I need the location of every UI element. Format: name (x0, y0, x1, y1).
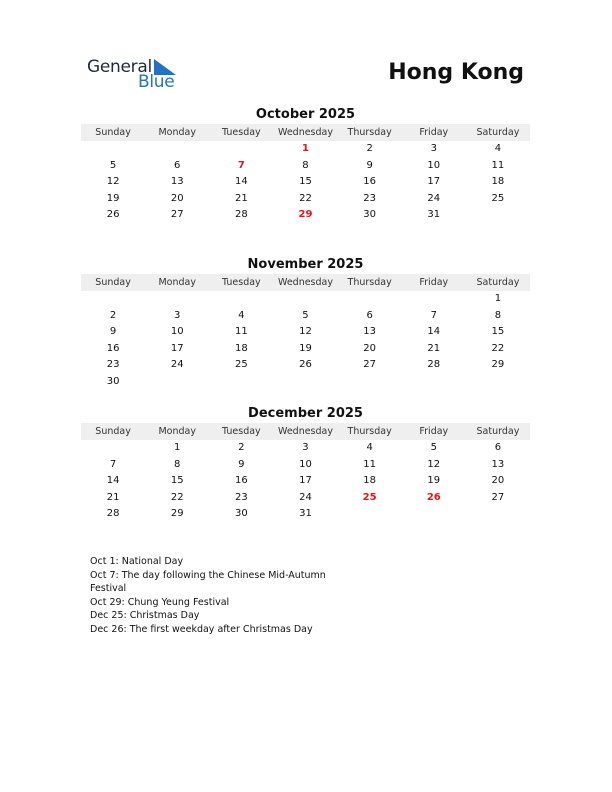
day-cell: 8 (302, 159, 309, 171)
weekday-label: Monday (158, 426, 196, 437)
day-cell: 5 (430, 442, 437, 453)
day-cell: 30 (106, 375, 120, 387)
day-cell: 8 (494, 309, 502, 321)
day-cell: 5 (109, 159, 117, 171)
weekday-label: Sunday (95, 277, 131, 288)
holiday-day-cell: 26 (426, 491, 441, 503)
day-cell: 8 (174, 458, 181, 470)
week-row (81, 457, 530, 474)
day-cell: 6 (174, 159, 181, 171)
day-cell: 19 (106, 192, 120, 204)
weekday-label: Saturday (476, 277, 520, 288)
day-cell (145, 141, 209, 158)
day-cell: 13 (170, 176, 184, 188)
weekday-label: Sunday (95, 127, 131, 138)
weekday-label: Saturday (476, 426, 520, 437)
day-cell: 26 (106, 209, 120, 221)
day-cell: 28 (106, 508, 120, 520)
day-cell: 12 (427, 458, 441, 470)
month-title: November 2025 (247, 257, 364, 272)
weekday-label: Friday (419, 127, 449, 138)
day-cell: 18 (363, 475, 376, 487)
day-cell: 19 (299, 342, 312, 354)
day-cell: 16 (234, 475, 248, 487)
day-cell: 1 (174, 442, 181, 453)
day-cell: 11 (363, 458, 376, 470)
day-cell: 16 (363, 176, 376, 188)
week-row (81, 141, 530, 158)
generalblue-logo (87, 57, 187, 93)
day-cell: 24 (299, 491, 312, 503)
day-cell: 17 (427, 176, 441, 188)
weekday-header-row (81, 423, 530, 440)
week-row (81, 174, 530, 191)
day-cell (273, 291, 337, 308)
day-cell: 23 (363, 192, 376, 204)
day-cell: 13 (363, 326, 376, 338)
logo-text-general: General (87, 57, 152, 77)
day-cell: 4 (366, 442, 373, 453)
week-row (81, 158, 530, 175)
day-cell: 30 (363, 209, 376, 221)
holiday-day-cell: 25 (362, 491, 377, 503)
day-cell: 14 (234, 176, 248, 188)
day-cell: 25 (491, 192, 505, 204)
day-cell: 17 (299, 475, 312, 487)
day-cell (209, 291, 273, 308)
day-cell: 14 (106, 475, 120, 487)
day-cell (466, 506, 530, 523)
weekday-header-row (81, 124, 530, 141)
day-cell (402, 506, 466, 523)
day-cell: 20 (363, 342, 376, 354)
day-cell (466, 207, 530, 224)
day-cell (273, 374, 337, 391)
day-cell (145, 291, 209, 308)
week-row (81, 440, 530, 457)
day-cell: 31 (427, 209, 441, 221)
day-cell: 16 (106, 342, 120, 354)
day-cell: 13 (491, 458, 505, 470)
holiday-notes (90, 555, 390, 637)
day-cell (402, 374, 466, 391)
day-cell: 5 (302, 309, 309, 321)
holiday-note: Dec 26: The first weekday after Christmas Day (90, 623, 313, 635)
week-row (81, 506, 530, 523)
day-cell: 22 (299, 192, 312, 204)
weekday-label: Friday (419, 426, 449, 437)
day-cell: 1 (494, 293, 502, 304)
week-row (81, 473, 530, 490)
day-cell: 3 (302, 442, 309, 453)
month-title: October 2025 (255, 107, 356, 122)
day-cell: 14 (427, 326, 441, 338)
day-cell (338, 374, 402, 391)
day-cell (81, 440, 145, 457)
day-cell: 10 (427, 159, 441, 171)
logo-text-blue: Blue (138, 72, 175, 92)
day-cell: 11 (234, 326, 248, 338)
country-title: Hong Kong (388, 60, 524, 85)
week-row (81, 357, 530, 374)
day-cell (81, 141, 145, 158)
day-cell: 10 (299, 458, 312, 470)
day-cell: 15 (170, 475, 184, 487)
day-cell: 27 (170, 209, 184, 221)
weekday-label: Tuesday (222, 277, 261, 288)
week-row (81, 191, 530, 208)
day-cell: 9 (109, 326, 117, 338)
holiday-note: Festival (90, 583, 127, 595)
day-cell (209, 374, 273, 391)
weekday-label: Thursday (347, 127, 392, 138)
day-cell: 17 (170, 342, 184, 354)
day-cell: 26 (299, 359, 312, 371)
week-row (81, 207, 530, 224)
month-title: December 2025 (248, 406, 363, 421)
day-cell: 28 (234, 209, 248, 221)
day-cell: 10 (170, 326, 184, 338)
day-cell: 9 (366, 159, 373, 171)
day-cell: 27 (363, 359, 376, 371)
month-calendar (81, 256, 530, 391)
day-cell (338, 291, 402, 308)
day-cell: 30 (234, 508, 248, 520)
day-cell: 3 (174, 309, 181, 321)
day-cell: 6 (494, 442, 502, 453)
day-cell: 28 (427, 359, 441, 371)
day-cell: 24 (170, 359, 184, 371)
day-cell: 11 (491, 159, 505, 171)
week-row (81, 490, 530, 507)
weekday-label: Monday (158, 127, 196, 138)
day-cell: 6 (366, 309, 373, 321)
day-cell: 15 (491, 326, 505, 338)
day-cell: 9 (238, 458, 245, 470)
weekday-label: Tuesday (222, 127, 261, 138)
day-cell: 18 (491, 176, 505, 188)
weekday-label: Monday (158, 277, 196, 288)
day-cell: 18 (234, 342, 248, 354)
weekday-label: Saturday (476, 127, 520, 138)
day-cell: 2 (109, 309, 117, 321)
week-row (81, 324, 530, 341)
day-cell: 4 (494, 143, 502, 154)
day-cell (466, 374, 530, 391)
week-row (81, 374, 530, 391)
day-cell: 2 (238, 442, 245, 453)
holiday-day-cell: 1 (302, 143, 309, 154)
day-cell: 15 (299, 176, 312, 188)
holiday-day-cell: 29 (298, 209, 313, 221)
day-cell: 20 (170, 192, 184, 204)
day-cell: 29 (491, 359, 505, 371)
weekday-label: Wednesday (277, 277, 333, 288)
day-cell: 19 (427, 475, 441, 487)
day-cell: 21 (427, 342, 441, 354)
day-cell (338, 506, 402, 523)
week-row (81, 291, 530, 308)
holiday-note: Oct 29: Chung Yeung Festival (90, 596, 230, 608)
day-cell: 23 (106, 359, 120, 371)
day-cell: 12 (299, 326, 312, 338)
month-calendar (81, 405, 530, 523)
holiday-note: Dec 25: Christmas Day (90, 610, 200, 622)
day-cell: 20 (491, 475, 505, 487)
day-cell: 4 (238, 309, 245, 321)
day-cell: 31 (299, 508, 312, 520)
weekday-label: Sunday (95, 426, 131, 437)
week-row (81, 341, 530, 358)
day-cell (145, 374, 209, 391)
day-cell: 7 (109, 458, 117, 470)
day-cell: 21 (234, 192, 248, 204)
weekday-header-row (81, 274, 530, 291)
day-cell: 25 (234, 359, 248, 371)
day-cell: 22 (170, 491, 184, 503)
weekday-label: Thursday (347, 426, 392, 437)
month-calendar (81, 106, 530, 224)
holiday-note: Oct 1: National Day (90, 556, 184, 567)
day-cell: 29 (170, 508, 184, 520)
weekday-label: Tuesday (222, 426, 261, 437)
day-cell: 24 (427, 192, 441, 204)
day-cell: 27 (491, 491, 505, 503)
weekday-label: Wednesday (277, 426, 333, 437)
day-cell: 2 (366, 143, 373, 154)
day-cell: 3 (430, 143, 437, 154)
day-cell (209, 141, 273, 158)
day-cell: 12 (106, 176, 120, 188)
week-row (81, 308, 530, 325)
day-cell: 23 (234, 491, 248, 503)
day-cell: 21 (106, 491, 120, 503)
day-cell: 7 (430, 309, 437, 321)
weekday-label: Thursday (347, 277, 392, 288)
weekday-label: Friday (419, 277, 449, 288)
weekday-label: Wednesday (277, 127, 333, 138)
day-cell (402, 291, 466, 308)
holiday-note: Oct 7: The day following the Chinese Mid-Autumn (90, 569, 326, 581)
day-cell: 22 (491, 342, 505, 354)
day-cell (81, 291, 145, 308)
holiday-day-cell: 7 (237, 159, 245, 171)
